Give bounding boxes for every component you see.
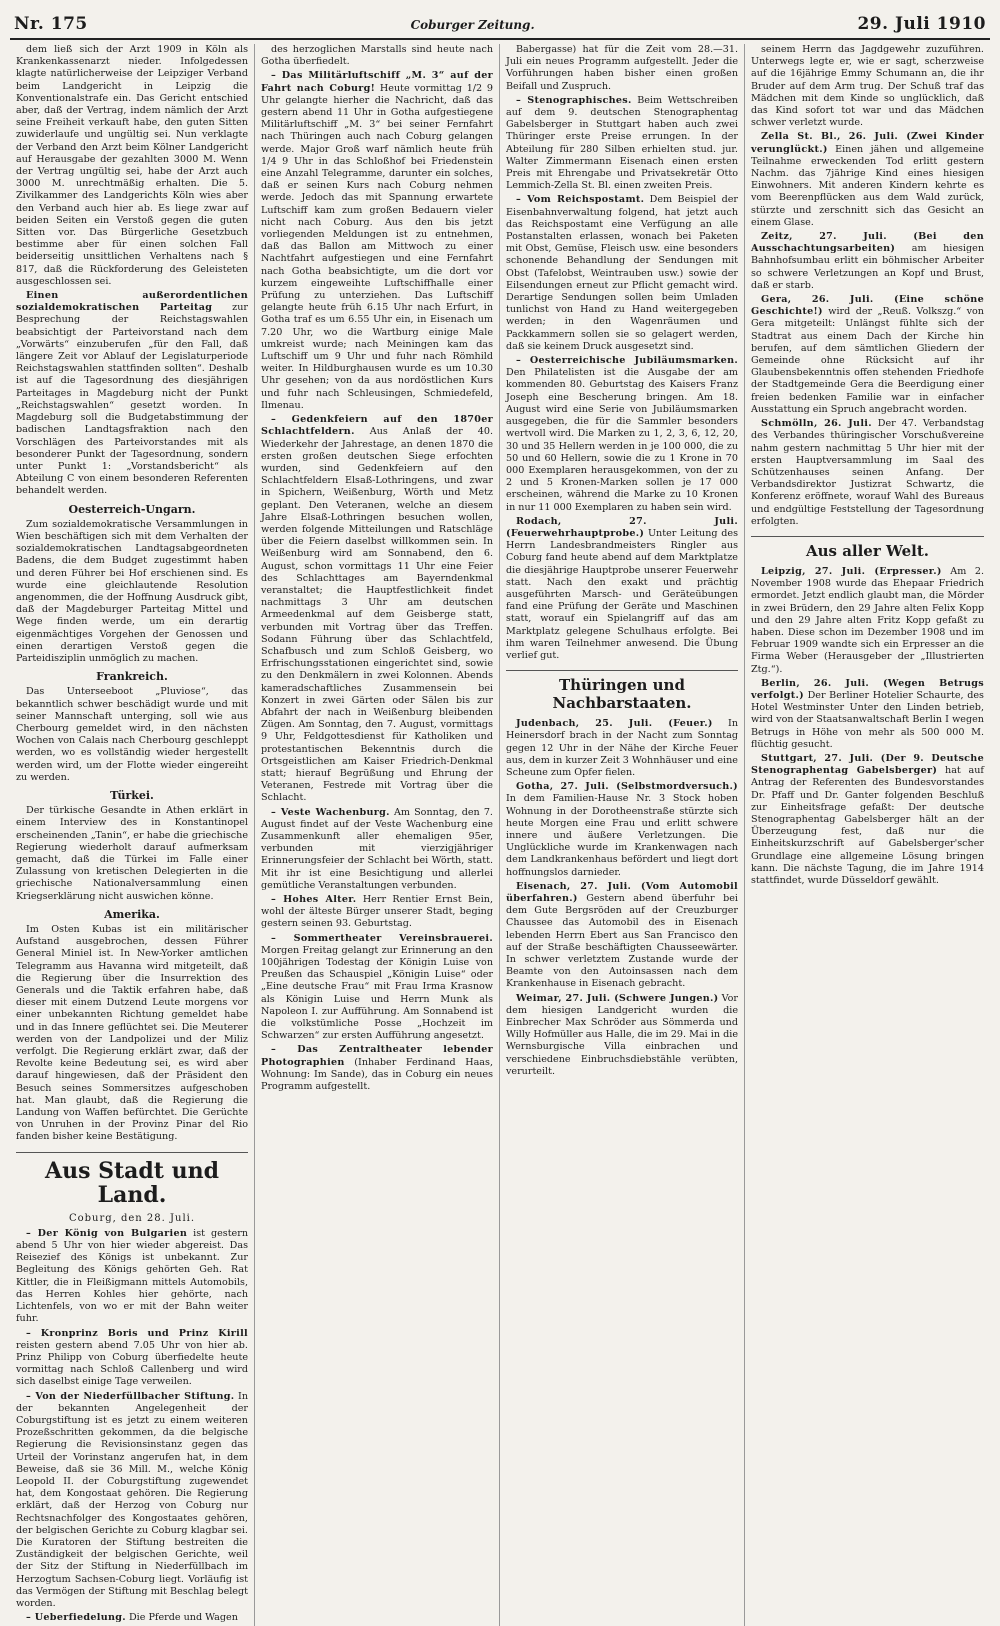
article-item [261, 70, 493, 412]
issue-date: 29. Juli 1910 [857, 14, 986, 34]
item-heading: – Oesterreichische Jubiläumsmarken. [516, 355, 738, 367]
item-text: Der Berliner Hotelier Schaurte, des Hotel Westminster Unter den Linden betrieb, wird von der Staatsanwaltschaft Berlin I wegen Betrugs in Höhe von mehr als 500 000 M. flüchtig gesucht. [751, 689, 984, 750]
item-heading: – Veste Wachenburg. [271, 806, 390, 818]
article-item [506, 781, 738, 879]
item-text: Am Sonntag, den 7. August findet auf der Veste Wachenburg eine Zusammenkunft aller ehemaligen 95er, verbunden mit vierzigjähriger Erinnerungsfeier der Schlacht bei Wörth, statt. Mit ihr ist eine Besichtigung und allerlei gemütliche Veranstaltungen verbunden. [261, 806, 493, 891]
item-heading: – Hohes Alter. [271, 894, 357, 906]
item-heading: – Ueberfiedelung. [26, 1612, 126, 1624]
article-columns [10, 44, 990, 1624]
item-heading: – Sommertheater Vereinsbrauerei. [271, 932, 493, 944]
article-item [506, 194, 738, 353]
section-title-thueringen: Thüringen und Nachbarstaaten. [506, 670, 738, 712]
article-paragraph: Zum sozialdemokratische Versammlungen in Wien beschäftigen sich mit dem Verhalten der sozialdemokratischen Landtagsabgeordneten Badens, die dem Budget zugestimmt haben und deren Führer bei Hof erschienen sind. Es wurde eine gleichlautende Resolution angenommen, die der Hoffnung Ausdruck gibt, daß der Magdeburger Parteitag Mittel und Wege finden werde, um ein derartig eigenmächtiges Vorgehen der Genossen und einen derartigen Verstoß gegen die Parteidisziplin unmöglich zu machen. [16, 518, 248, 664]
article-item [506, 993, 738, 1078]
article-item [16, 290, 248, 497]
column-4 [745, 44, 990, 1626]
article-paragraph: Babergasse) hat für die Zeit vom 28.—31. Juli ein neues Programm aufgestellt. Jeder die Vorführungen haben bisher einen großen Beifall und Zuspruch. [506, 44, 738, 92]
article-item [506, 718, 738, 779]
article-paragraph: Der türkische Gesandte in Athen erklärt in einem Interview des in Konstantinopel erscheinenden „Tanin“, er habe die griechische Regierung wiederholt darauf aufmerksam gemacht, daß die Türkei im Falle einer Zulassung von kretischen Delegierten in die griechische Nationalversammlung einen Kriegserklärung nicht auswichen könne. [16, 805, 248, 902]
item-text: Dem Beispiel der Eisenbahnverwaltung folgend, hat jetzt auch das Reichspostamt eine Verfügung an alle Postanstalten erlassen, wonach bei Paketen mit Obst, Gemüse, Fleisch usw. eine besonders schonende Behandlung der Sendungen mit Obst (Tafelobst, Weintrauben usw.) sowie der Eilsendungen erneut zur Pflicht gemacht wird. Derartige Sendungen sollen beim Umladen tunlichst von Hand zu Hand weitergegeben werden; in den Wagenräumen und Packkammern sollen sie so gelagert werden, daß sie keinem Druck ausgesetzt sind. [506, 194, 738, 352]
section-heading-amerika: Amerika. [104, 907, 160, 921]
item-heading: – Stenographisches. [516, 94, 632, 106]
article-paragraph: Das Unterseeboot „Pluviose“, das bekanntlich schwer beschädigt wurde und mit seiner Mannschaft unterging, soll wie aus Cherbourg gemeldet wird, in den nächsten Wochen von Calais nach Cherbourg geschleppt werden, wo es vollständig wieder hergestellt werden wird, um der Flotte wieder eingereiht zu werden. [16, 686, 248, 783]
article-item [751, 678, 984, 751]
item-heading: Einen außerordentlichen sozialdemokratischen Parteitag [16, 290, 248, 314]
item-text: In der bekannten Angelegenheit der Coburgstiftung ist es jetzt zu einem weiteren Prozeßschritten gekommen, da die belgische Regierung die Revisionsinstanz gegen das Urteil der Vorinstanz angerufen hat, in dem Beweise, daß sie 36 Mill. M., welche König Leopold II. der Coburgstiftung zugewendet hat, dem Kongostaat gehören. Die Regierung erklärt, daß der Herzog von Coburg nur Rechtsnachfolger des Kongostaates gehören, der belgischen Gerichte zu Coburg klagbar sei. Die Kuratoren der Stiftung bestreiten die Zuständigkeit der belgischen Gerichte, weil der Sitz der Stiftung in Niederfüllbach im Herzogtum Sachsen-Coburg liegt. Vorläufig ist das Vermögen der Stiftung mit Beschlag belegt worden. [16, 1390, 248, 1609]
item-heading: Leipzig, 27. Juli. (Erpresser.) [761, 565, 942, 577]
masthead [10, 14, 990, 40]
article-item [751, 294, 984, 416]
column-3 [500, 44, 745, 1626]
section-title-stadt-und-land: Aus Stadt und Land. [16, 1152, 248, 1207]
article-item [506, 516, 738, 662]
item-text: Herr Rentier Ernst Bein, wohl der älteste Bürger unserer Stadt, beging gestern seinen 93. Geburtstag. [261, 894, 493, 930]
article-item [16, 1612, 248, 1624]
article-item [751, 566, 984, 676]
item-text: Die Pferde und Wagen [128, 1612, 238, 1624]
item-text: ist gestern abend 5 Uhr von hier wieder abgereist. Das Reisezief des Königs ist unbekannt. Zur Begleitung des Königs gehörten Geh. Rat Kittler, die in Fleißigmann mittels Automobils, das Herren Kohles hier gehörte, nach Lichtenfels, von wo er mit der Bahn weiter fuhr. [16, 1227, 248, 1325]
article-paragraph: seinem Herrn das Jagdgewehr zuzuführen. Unterwegs legte er, wie er sagt, scherzweise auf die 16jährige Emmy Schumann an, die ihr Bruder auf dem Arm trug. Der Schuß traf das Mädchen mit dem Kinde so unglücklich, daß das Kind sofort tot war und das Mädchen schwer verletzt wurde. [751, 44, 984, 129]
dateline: Coburg, den 28. Juli. [68, 1212, 196, 1224]
item-text: Aus Anlaß der 40. Wiederkehr der Jahrestage, an denen 1870 die ersten großen deutschen Siege erfochten wurden, sind Gedenkfeiern auf den Schlachtfeldern Elsaß-Lothringens, und zwar in Spichern, Weißenburg, Wörth und Metz geplant. Den Veteranen, welche an diesem Jahre Elsaß-Lothringen besuchen wollen, werden folgende Mitteilungen und Ratschläge über die Feiern daselbst willkommen sein. In Weißenburg wird am Sonnabend, den 6. August, schon vormittags 11 Uhr eine Feier des Schlachttages am Bayerndenkmal veranstaltet; die Hauptfestlichkeit findet nachmittags 3 Uhr am deutschen Armeedenkmal auf dem Geisberge statt, verbunden mit Vortrag über das Treffen. Sodann Führung über das Schlachtfeld, Schafbusch und zum Schloß Geisberg, wo Erfrischungsstationen eingerichtet sind, sowie zu den Denkmälern in zwei Kolonnen. Abends kameradschaftliches Zusammensein bei Konzert in zwei Gärten oder Sälen bis zur Abfahrt der nach in Weißenburg bleibenden Zügen. Am Sonntag, den 7. August, vormittags 9 Uhr, Feldgottesdienst für Katholiken und protestantischen Bekenntnis durch die Ortsgeistlichen am Kaiser Friedrich-Denkmal statt; hierauf Begrüßung und Ehrung der Veteranen, Festrede mit Vortrag über die Schlacht. [261, 426, 493, 804]
item-heading: Zeitz, 27. Juli. (Bei den Ausschachtungsarbeiten) [751, 231, 984, 255]
item-heading: – Der König von Bulgarien [26, 1227, 188, 1239]
item-heading: – Das Zentraltheater lebender Photographien [261, 1044, 493, 1068]
item-text: wird der „Reuß. Volkszg.“ von Gera mitgeteilt: Unlängst fühlte sich der Stadtrat aus einem Dach der Kirche hin berufen, auf dem sämtlichen Gliedern der Gemeinde ohne Rücksicht auf ihr Glaubensbekenntnis offen stehenden Friedhofe der Stadtgemeinde Gera die Beerdigung einer freien bedenken Familie war in einfacher Ausstattung ein Spruch angebracht worden. [751, 306, 984, 415]
article-item [751, 131, 984, 229]
item-text: In dem Familien-Hause Nr. 3 Stock hoben Wohnung in der Dorotheenstraße stürzte sich heute Morgen eine Frau und erlitt schwere innere und äußere Verletzungen. Die Unglückliche wurde im Krankenwagen nach dem Landkrankenhaus befördert und liegt dort hoffnungslos darnieder. [506, 793, 738, 878]
item-heading: Berlin, 26. Juli. (Wegen Betrugs verfolgt.) [751, 677, 984, 701]
article-item [261, 894, 493, 931]
section-heading-tuerkei: Türkei. [110, 788, 154, 802]
item-heading: Gera, 26. Juli. (Eine schöne Geschichte!) [751, 294, 984, 318]
item-heading: – Das Militärluftschiff „M. 3“ auf der Fahrt nach Coburg! [261, 70, 493, 94]
article-item [16, 1391, 248, 1611]
article-item [751, 231, 984, 292]
article-paragraph: des herzoglichen Marstalls sind heute nach Gotha überfiedelt. [261, 44, 493, 68]
article-item [261, 414, 493, 805]
article-item [16, 1228, 248, 1326]
item-text: Morgen Freitag gelangt zur Erinnerung an den 100jährigen Todestag der Königin Luise von Preußen das Schauspiel „Königin Luise“ oder „Eine deutsche Frau“ mit Frau Irma Krasnow als Königin Luise und Herrn Munk als Napoleon I. zur Aufführung. Am Sonnabend ist die volkstümliche Posse „Hochzeit im Schwarzen“ zur ersten Aufführung angesetzt. [261, 944, 493, 1042]
section-heading-oesterreich: Oesterreich-Ungarn. [68, 502, 196, 516]
item-heading: – Gedenkfeiern auf den 1870er Schlachtfeldern. [261, 414, 493, 438]
article-item [261, 1044, 493, 1093]
item-text: Beim Wettschreiben auf dem 9. deutschen Stenographentag Gabelsberger in Stuttgart haben auch zwei Thüringer erste Preise errungen. In der Abteilung für 280 Silben erhielten stud. jur. Walter Zimmermann Eisenach einen ersten Preis mit Ehrengabe und Privatsekretär Otto Lemmich-Zella St. Bl. einen zweiten Preis. [506, 94, 738, 192]
item-text: Vor dem hiesigen Landgericht wurden die Einbrecher Max Schröder aus Sömmerda und Willy Hofmüller aus Halle, die im 29. Mai in die Wernsburgische Villa einbrachen und verschiedene Einbruchsdiebstähle verübten, verurteilt. [506, 992, 738, 1077]
item-heading: – Von der Niederfüllbacher Stiftung. [26, 1390, 235, 1402]
column-1 [10, 44, 255, 1626]
item-text: Am 2. November 1908 wurde das Ehepaar Friedrich ermordet. Jetzt endlich glaubt man, die Mörder in zwei Brüdern, den 29 Jahre alten Felix Kopp und den 29 Jahre alten Fritz Kopp gefaßt zu haben. Diese schon im Dezember 1908 und im Februar 1909 wandte sich ein Erpresser an die Firma Weber (Herausgeber der „Illustrierten Ztg.“). [751, 565, 984, 675]
item-heading: Zella St. Bl., 26. Juli. (Zwei Kinder verunglückt.) [751, 131, 984, 155]
newspaper-title: Coburger Zeitung. [410, 18, 535, 32]
item-text: Unter Leitung des Herrn Landesbrandmeisters Ringler aus Coburg fand heute abend auf dem Marktplatze die diesjährige Hauptprobe unserer Feuerwehr statt. Nach den exakt und prächtig ausgeführten Marsch- und Geräteübungen fand eine Prüfung der Geräte und Maschinen statt, worauf ein Spielangriff auf das am Marktplatz gelegene Schulhaus erfolgte. Bei ihm waren Teilnehmer anwesend. Die Übung verlief gut. [506, 527, 738, 661]
item-text: reisten gestern abend 7.05 Uhr von hier ab. Prinz Philipp von Coburg überfiedelte heute vormittag nach Schloß Callenberg und wird sich daselbst einige Tage verweilen. [16, 1339, 248, 1388]
item-heading: Schmölln, 26. Juli. [761, 418, 872, 430]
item-text: Heute vormittag 1/2 9 Uhr gelangte hierher die Nachricht, daß das gestern abend 11 Uhr in Gotha aufgestiegene Militärluftschiff „M. 3“ bei seiner Fernfahrt nach Thüringen auch nach Coburg gelangen werde. Major Groß warf nämlich heute früh 1/4 9 Uhr in das Schloßhof bei Friedenstein eine Anzahl Telegramme, darunter ein solches, daß er seinen Kurs nach Coburg nehmen werde. Jedoch das mit Spannung erwartete Luftschiff kam zum großen Bedauern vieler nicht nach Coburg. Aus den bis jetzt vorliegenden Meldungen ist zu entnehmen, daß das Ballon am Mittwoch zu einer Nachtfahrt aufgestiegen und eine Fernfahrt nach Gotha beabsichtigte, um die dort vor kurzem eingeweihte Luftschiffhalle einer Prüfung zu unterziehen. Das Luftschiff gelangte heute früh 6.15 Uhr nach Erfurt, in Gotha traf es um 6.55 Uhr ein, in Eisenach um 7.20 Uhr, wo die Wartburg einige Male umkreist wurde; nach Meiningen kam das Luftschiff um 9 Uhr und fuhr nach Römhild weiter. In Hildburghausen wurde es um 10.30 Uhr gesehen; von da aus nordöstlichen Kurs und fuhr nach Schleusingen, Schmiedefeld, Ilmenau. [261, 82, 493, 411]
article-paragraph: dem ließ sich der Arzt 1909 in Köln als Krankenkassenarzt nieder. Infolgedessen klagte natürlicherweise der Leipziger Verband beim Landgericht in Leipzig die Konventionalstrafe ein. Das Gericht entschied aber, daß der Vertrag, indem nämlich der Arzt seine Freiheit verkauft habe, den guten Sitten zuwiderlaufe und ungültig sei. Nun verklagte der Verband den Arzt beim Kölner Landgericht auf Herausgabe der gezahlten 3000 M. Wenn der Vertrag ungültig sei, habe der Arzt auch 3000 M. unrechtmäßig erhalten. Die 5. Zivilkammer des Landgerichts Köln wies aber den Verband auch hier ab. Es liege zwar auf beiden Seiten ein Verstoß gegen die guten Sitten vor. Das Bürgerliche Gesetzbuch bestimme aber für einen solchen Fall beiderseitig unsittlichen Verhaltens nach § 817, daß die Rückforderung des Geleisteten ausgeschlossen sei. [16, 44, 248, 287]
item-heading: Eisenach, 27. Juli. (Vom Automobil überfahren.) [506, 880, 738, 904]
item-heading: Rodach, 27. Juli. (Feuerwehrhauptprobe.) [506, 515, 738, 539]
article-item [751, 753, 984, 887]
item-heading: – Kronprinz Boris und Prinz Kirill [26, 1327, 248, 1339]
article-paragraph: Im Osten Kubas ist ein militärischer Aufstand ausgebrochen, dessen Führer General Miniel ist. In New-Yorker amtlichen Telegramm aus Havanna wird mitgeteilt, daß die Regierung über die Insurrektion des Generals und die Taktik erfahren habe, daß dieser mit einem Dutzend Leute morgens vor einer unbekannten Richtung gemeldet habe und in das Innere geflüchtet sei. Die Meuterer werden von der Landpolizei und der Miliz verfolgt. Die Regierung erklärt zwar, daß der Revolte keine Bedeutung sei, es wird aber darauf hingewiesen, daß der Präsident den Besuch seines Sommersitzes aufgeschoben hat. Man glaubt, daß die Regierung die Landung von Waffen befürchtet. Die Gerüchte von Unruhen in der Provinz Pinar del Rio fanden bisher keine Bestätigung. [16, 924, 248, 1143]
column-2 [255, 44, 500, 1626]
article-item [506, 95, 738, 193]
item-heading: – Vom Reichspostamt. [516, 194, 645, 206]
item-heading: Gotha, 27. Juli. (Selbstmordversuch.) [516, 781, 738, 793]
article-item [506, 355, 738, 514]
article-item [16, 1328, 248, 1389]
article-item [751, 418, 984, 528]
article-item [506, 881, 738, 991]
item-text: zur Besprechung der Reichstagswahlen beabsichtigt der Parteivorstand nach dem „Vorwärts“ einzuberufen „für den Fall, daß längere Zeit vor Ablauf der Legislaturperiode Reichstagswahlen stattfinden sollten“. Deshalb ist auf die Tagesordnung des diesjährigen Parteitages in Magdeburg nicht der Punkt „Reichstagswahlen“ gesetzt worden. In Magdeburg soll die Budgetabstimmung der badischen Landtagsfraktion nach den Vorschlägen des Parteivorstandes mit als besonderer Punkt der Tagesordnung, sondern unter Punkt 1: „Vorstandsbericht“ als Abteilung C von einem besonderen Referenten behandelt werden. [16, 302, 248, 497]
item-heading: Stuttgart, 27. Juli. (Der 9. Deutsche Stenographentag Gabelsberger) [751, 752, 984, 777]
item-text: Der 47. Verbandstag des Verbandes thüringischer Vorschußvereine nahm gestern nachmittag 5 Uhr hier mit der ersten Hauptversammlung im Saal des Schützenhauses seinen Anfang. Der Verbandsdirektor Justizrat Schwartz, die Konferenz eröffnete, worauf Wahl des Bureaus und endgültige Feststellung der Tagesordnung erfolgten. [751, 418, 984, 527]
item-text: am hiesigen Bahnhofsumbau erlitt ein böhmischer Arbeiter so schwere Verletzungen an Kopf und Brust, daß er starb. [751, 243, 984, 291]
article-item [261, 933, 493, 1043]
item-heading: Judenbach, 25. Juli. (Feuer.) [516, 718, 713, 730]
item-text: hat auf Antrag der Referenten des Bundesvorstandes Dr. Pfaff und Dr. Ganter folgenden Beschluß zur Einheitsfrage gefaßt: Der deutsche Stenographentag Gabelsberger hält an der Überzeugung fest, daß nur die Einheitskurzschrift auf Gabelsberger'scher Grundlage eine allgemeine Lösung bringen kann. Die nächste Tagung, die im Jahre 1914 stattfindet, wurde Düsseldorf gewählt. [751, 765, 984, 886]
item-heading: Weimar, 27. Juli. (Schwere Jungen.) [516, 992, 719, 1004]
item-text: Gestern abend überfuhr bei dem Gute Bergsröden auf der Creuzburger Chaussee das Automobil des in Eisenach lebenden Herrn Ebert aus San Francisco den auf der Straße beschäftigten Chausseewärter. In schwer verletztem Zustande wurde der Beamte von den Autoinsassen nach dem Krankenhause in Eisenach gebracht. [506, 893, 738, 990]
item-text: Den Philatelisten ist die Ausgabe der am kommenden 80. Geburtstag des Kaisers Franz Joseph eine Bescherung bringen. Am 18. August wird eine Serie von Jubiläumsmarken ausgegeben, die für die Sammler besonders wertvoll wird. Die Marken zu 1, 2, 3, 6, 12, 20, 30 und 35 Hellern werden in je 100 000, die zu 50 und 60 Hellern, sowie die zu 1 Krone in 70 000 Exemplaren herausgekommen, von der zu 2 und 5 Kronen-Marken sollen je 17 000 erscheinen, während die Marke zu 10 Kronen in nur 11 000 Exemplaren zu haben sein wird. [506, 367, 738, 513]
article-item [261, 807, 493, 892]
section-heading-frankreich: Frankreich. [96, 670, 168, 684]
item-text: (Inhaber Ferdinand Haas, Wohnung: Im Sande), das in Coburg ein neues Programm aufgestellt. [261, 1056, 493, 1093]
issue-number: Nr. 175 [14, 14, 88, 34]
section-title-aus-aller-welt: Aus aller Welt. [751, 536, 984, 560]
item-text: In Heinersdorf brach in der Nacht zum Sonntag gegen 12 Uhr in der Nähe der Kirche Feuer aus, dem in kurzer Zeit 3 Wohnhäuser und eine Scheune zum Opfer fielen. [506, 718, 738, 778]
item-text: Einen jähen und allgemeine Teilnahme erweckenden Tod erlitt gestern Nachm. das 7jährige Kind eines hiesigen Einwohners. Mit anderen Kindern kehrte es vom Beerenpflücken aus dem Wald zurück, stürzte und zerschnitt sich das Gesicht an einem Glase. [751, 143, 984, 228]
